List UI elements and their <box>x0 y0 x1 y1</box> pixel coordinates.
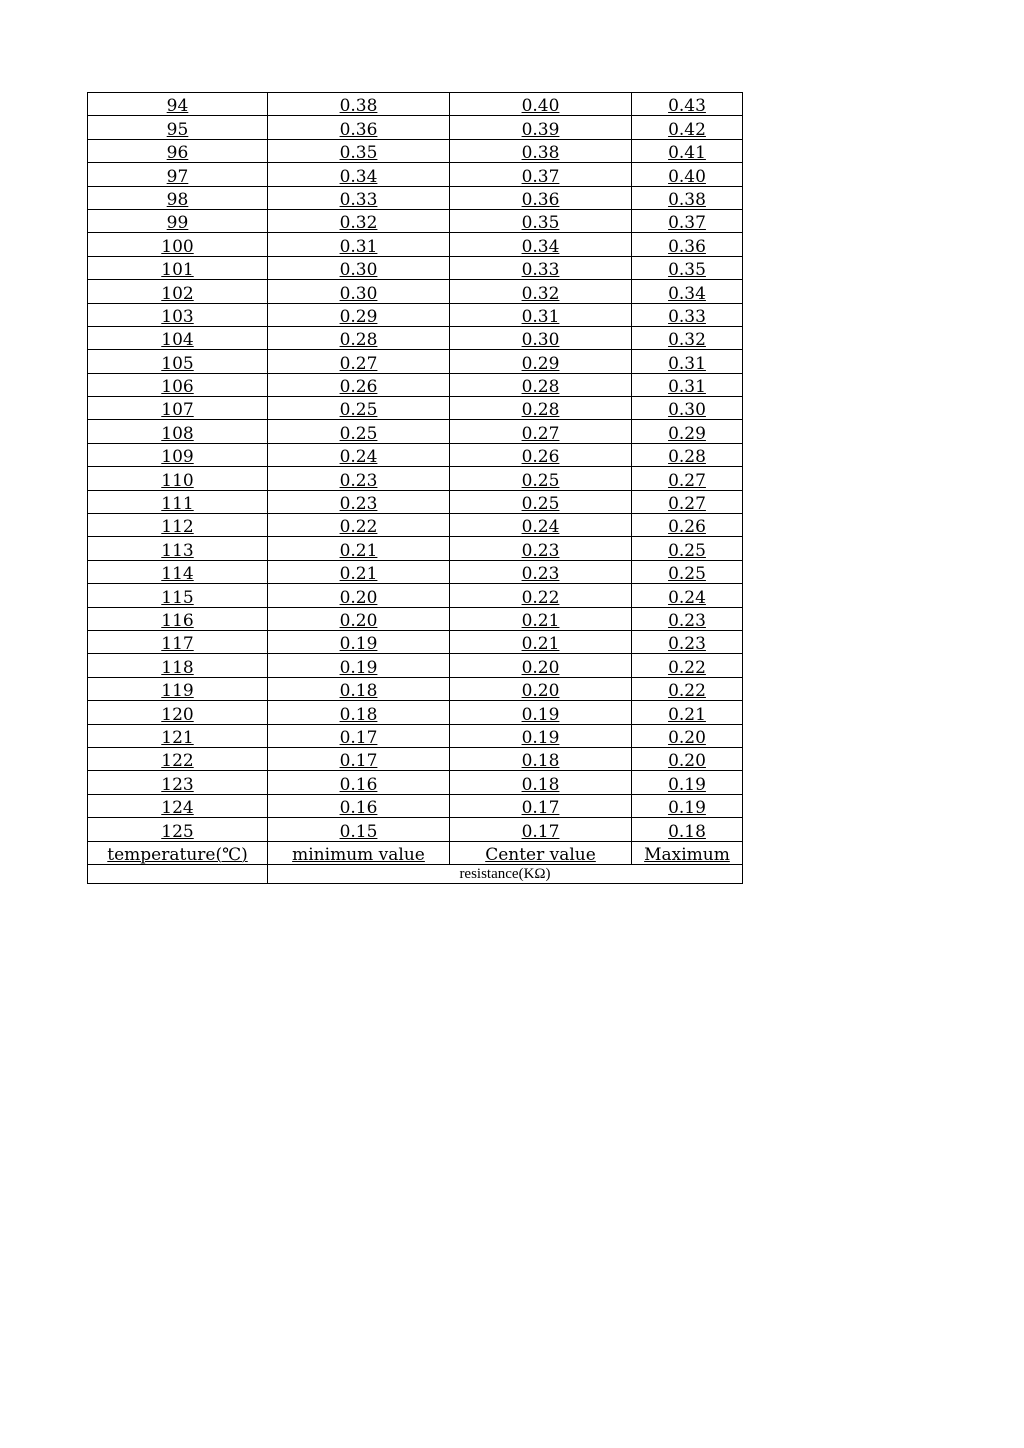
minimum-value-cell: 0.17 <box>268 747 450 770</box>
table-row <box>88 724 743 747</box>
table-row <box>88 233 743 256</box>
maximum-value-cell: 0.34 <box>632 280 743 303</box>
table-footer <box>88 841 743 883</box>
temperature-cell: 112 <box>88 514 268 537</box>
center-value-cell: 0.26 <box>450 443 632 466</box>
center-value-cell: 0.17 <box>450 794 632 817</box>
temperature-cell: 100 <box>88 233 268 256</box>
temperature-cell: 97 <box>88 163 268 186</box>
temperature-cell: 107 <box>88 397 268 420</box>
center-value-cell: 0.18 <box>450 747 632 770</box>
center-value-cell: 0.21 <box>450 630 632 653</box>
maximum-value-cell: 0.29 <box>632 420 743 443</box>
table-row <box>88 420 743 443</box>
table-row <box>88 794 743 817</box>
maximum-value-cell: 0.24 <box>632 584 743 607</box>
maximum-value-cell: 0.43 <box>632 93 743 116</box>
table-row <box>88 186 743 209</box>
temperature-cell: 95 <box>88 116 268 139</box>
maximum-value-cell: 0.42 <box>632 116 743 139</box>
header-maximum: Maximum <box>632 841 743 864</box>
minimum-value-cell: 0.16 <box>268 794 450 817</box>
minimum-value-cell: 0.36 <box>268 116 450 139</box>
center-value-cell: 0.22 <box>450 584 632 607</box>
temperature-cell: 103 <box>88 303 268 326</box>
table-row <box>88 654 743 677</box>
temperature-cell: 125 <box>88 818 268 841</box>
maximum-value-cell: 0.22 <box>632 677 743 700</box>
temperature-cell: 109 <box>88 443 268 466</box>
minimum-value-cell: 0.35 <box>268 139 450 162</box>
center-value-cell: 0.25 <box>450 490 632 513</box>
minimum-value-cell: 0.16 <box>268 771 450 794</box>
center-value-cell: 0.37 <box>450 163 632 186</box>
table-row <box>88 443 743 466</box>
minimum-value-cell: 0.19 <box>268 630 450 653</box>
resistance-temperature-table <box>87 92 743 884</box>
temperature-cell: 96 <box>88 139 268 162</box>
table-row <box>88 560 743 583</box>
minimum-value-cell: 0.24 <box>268 443 450 466</box>
maximum-value-cell: 0.33 <box>632 303 743 326</box>
minimum-value-cell: 0.25 <box>268 420 450 443</box>
temperature-cell: 116 <box>88 607 268 630</box>
maximum-value-cell: 0.20 <box>632 747 743 770</box>
temperature-cell: 105 <box>88 350 268 373</box>
temperature-cell: 111 <box>88 490 268 513</box>
center-value-cell: 0.33 <box>450 256 632 279</box>
minimum-value-cell: 0.21 <box>268 537 450 560</box>
temperature-cell: 108 <box>88 420 268 443</box>
center-value-cell: 0.17 <box>450 818 632 841</box>
table-row <box>88 303 743 326</box>
header-row <box>88 841 743 864</box>
minimum-value-cell: 0.28 <box>268 326 450 349</box>
minimum-value-cell: 0.38 <box>268 93 450 116</box>
table-row <box>88 490 743 513</box>
temperature-cell: 98 <box>88 186 268 209</box>
maximum-value-cell: 0.26 <box>632 514 743 537</box>
table-row <box>88 607 743 630</box>
minimum-value-cell: 0.25 <box>268 397 450 420</box>
maximum-value-cell: 0.22 <box>632 654 743 677</box>
center-value-cell: 0.23 <box>450 537 632 560</box>
temperature-cell: 94 <box>88 93 268 116</box>
temperature-cell: 106 <box>88 373 268 396</box>
unit-row-blank-cell <box>88 864 268 883</box>
table-body <box>88 93 743 842</box>
table-row <box>88 373 743 396</box>
header-minimum-value: minimum value <box>268 841 450 864</box>
center-value-cell: 0.20 <box>450 654 632 677</box>
table-row <box>88 747 743 770</box>
center-value-cell: 0.31 <box>450 303 632 326</box>
table-row <box>88 584 743 607</box>
header-temperature: temperature(℃) <box>88 841 268 864</box>
maximum-value-cell: 0.23 <box>632 607 743 630</box>
temperature-cell: 104 <box>88 326 268 349</box>
maximum-value-cell: 0.30 <box>632 397 743 420</box>
temperature-cell: 123 <box>88 771 268 794</box>
maximum-value-cell: 0.28 <box>632 443 743 466</box>
center-value-cell: 0.40 <box>450 93 632 116</box>
maximum-value-cell: 0.35 <box>632 256 743 279</box>
maximum-value-cell: 0.41 <box>632 139 743 162</box>
temperature-cell: 120 <box>88 701 268 724</box>
center-value-cell: 0.25 <box>450 467 632 490</box>
table-row <box>88 280 743 303</box>
maximum-value-cell: 0.25 <box>632 560 743 583</box>
table-row <box>88 397 743 420</box>
table-row <box>88 116 743 139</box>
table-row <box>88 514 743 537</box>
table-row <box>88 163 743 186</box>
center-value-cell: 0.20 <box>450 677 632 700</box>
maximum-value-cell: 0.40 <box>632 163 743 186</box>
table-row <box>88 630 743 653</box>
minimum-value-cell: 0.30 <box>268 256 450 279</box>
temperature-cell: 114 <box>88 560 268 583</box>
temperature-cell: 115 <box>88 584 268 607</box>
table-row <box>88 93 743 116</box>
minimum-value-cell: 0.23 <box>268 490 450 513</box>
unit-row <box>88 864 743 883</box>
table-row <box>88 350 743 373</box>
minimum-value-cell: 0.15 <box>268 818 450 841</box>
header-center-value: Center value <box>450 841 632 864</box>
center-value-cell: 0.35 <box>450 209 632 232</box>
temperature-cell: 118 <box>88 654 268 677</box>
center-value-cell: 0.27 <box>450 420 632 443</box>
temperature-cell: 113 <box>88 537 268 560</box>
table-row <box>88 139 743 162</box>
maximum-value-cell: 0.25 <box>632 537 743 560</box>
minimum-value-cell: 0.18 <box>268 701 450 724</box>
table-row <box>88 818 743 841</box>
center-value-cell: 0.19 <box>450 724 632 747</box>
maximum-value-cell: 0.31 <box>632 373 743 396</box>
minimum-value-cell: 0.27 <box>268 350 450 373</box>
maximum-value-cell: 0.27 <box>632 467 743 490</box>
minimum-value-cell: 0.18 <box>268 677 450 700</box>
temperature-cell: 119 <box>88 677 268 700</box>
temperature-cell: 99 <box>88 209 268 232</box>
temperature-cell: 110 <box>88 467 268 490</box>
table-row <box>88 537 743 560</box>
minimum-value-cell: 0.29 <box>268 303 450 326</box>
center-value-cell: 0.32 <box>450 280 632 303</box>
center-value-cell: 0.36 <box>450 186 632 209</box>
maximum-value-cell: 0.36 <box>632 233 743 256</box>
minimum-value-cell: 0.32 <box>268 209 450 232</box>
minimum-value-cell: 0.20 <box>268 584 450 607</box>
table-row <box>88 256 743 279</box>
table-row <box>88 467 743 490</box>
maximum-value-cell: 0.27 <box>632 490 743 513</box>
temperature-cell: 102 <box>88 280 268 303</box>
resistance-unit-label: resistance(KΩ) <box>268 864 743 883</box>
maximum-value-cell: 0.37 <box>632 209 743 232</box>
center-value-cell: 0.29 <box>450 350 632 373</box>
temperature-cell: 117 <box>88 630 268 653</box>
maximum-value-cell: 0.18 <box>632 818 743 841</box>
temperature-cell: 124 <box>88 794 268 817</box>
minimum-value-cell: 0.22 <box>268 514 450 537</box>
center-value-cell: 0.23 <box>450 560 632 583</box>
maximum-value-cell: 0.38 <box>632 186 743 209</box>
minimum-value-cell: 0.17 <box>268 724 450 747</box>
maximum-value-cell: 0.20 <box>632 724 743 747</box>
table-row <box>88 209 743 232</box>
minimum-value-cell: 0.30 <box>268 280 450 303</box>
minimum-value-cell: 0.19 <box>268 654 450 677</box>
center-value-cell: 0.28 <box>450 373 632 396</box>
center-value-cell: 0.18 <box>450 771 632 794</box>
center-value-cell: 0.39 <box>450 116 632 139</box>
table-row <box>88 326 743 349</box>
table-row <box>88 677 743 700</box>
center-value-cell: 0.38 <box>450 139 632 162</box>
maximum-value-cell: 0.31 <box>632 350 743 373</box>
center-value-cell: 0.28 <box>450 397 632 420</box>
center-value-cell: 0.30 <box>450 326 632 349</box>
maximum-value-cell: 0.21 <box>632 701 743 724</box>
temperature-cell: 122 <box>88 747 268 770</box>
center-value-cell: 0.19 <box>450 701 632 724</box>
minimum-value-cell: 0.33 <box>268 186 450 209</box>
minimum-value-cell: 0.34 <box>268 163 450 186</box>
temperature-cell: 121 <box>88 724 268 747</box>
minimum-value-cell: 0.31 <box>268 233 450 256</box>
table-row <box>88 701 743 724</box>
center-value-cell: 0.21 <box>450 607 632 630</box>
minimum-value-cell: 0.21 <box>268 560 450 583</box>
maximum-value-cell: 0.19 <box>632 794 743 817</box>
minimum-value-cell: 0.26 <box>268 373 450 396</box>
center-value-cell: 0.24 <box>450 514 632 537</box>
maximum-value-cell: 0.23 <box>632 630 743 653</box>
temperature-cell: 101 <box>88 256 268 279</box>
maximum-value-cell: 0.32 <box>632 326 743 349</box>
center-value-cell: 0.34 <box>450 233 632 256</box>
maximum-value-cell: 0.19 <box>632 771 743 794</box>
minimum-value-cell: 0.20 <box>268 607 450 630</box>
table-row <box>88 771 743 794</box>
minimum-value-cell: 0.23 <box>268 467 450 490</box>
